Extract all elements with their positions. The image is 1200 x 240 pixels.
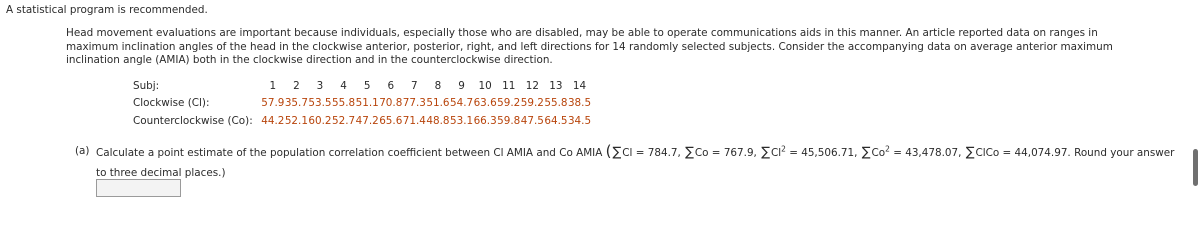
subject-cell: 7 — [411, 79, 418, 92]
subject-cell: 14 — [572, 79, 587, 92]
subject-cell: 10 — [478, 79, 492, 92]
clockwise-value: 55.8 — [544, 97, 568, 110]
clockwise-value: 63.6 — [473, 97, 497, 110]
clockwise-value: 54.7 — [449, 97, 474, 110]
counterclockwise-value: 53.1 — [449, 114, 474, 127]
counterclockwise-row — [133, 112, 591, 130]
open-paren: ( — [605, 142, 612, 160]
subject-cell: 11 — [502, 79, 516, 92]
subject-cell: 13 — [549, 79, 563, 92]
sum-cl: Cl = 784.7, — [622, 147, 681, 159]
counterclockwise-value: 48.8 — [426, 114, 450, 127]
subject-cell: 4 — [340, 79, 347, 92]
counterclockwise-row-label: Counterclockwise (Co): — [133, 114, 253, 127]
subject-row-label: Subj: — [133, 79, 160, 92]
clockwise-value: 38.5 — [567, 97, 592, 110]
counterclockwise-value: 66.3 — [473, 114, 497, 127]
question-tail: Round your answer to three decimal places.) — [96, 147, 1175, 179]
subject-cell: 6 — [387, 79, 395, 92]
sigma-icon: ∑ — [612, 145, 622, 160]
sum-cl-squared-base: Cl — [770, 147, 782, 159]
sigma-icon: ∑ — [965, 145, 975, 160]
subject-cell: 12 — [525, 79, 539, 92]
problem-paragraph: Head movement evaluations are important because individuals, especially those who are disabled, may be able to operate communications aids in this manner. An article reported data on ranges in maximum inclination angles of the head in the clockwise anterior, posterior, right, and left directions for 14 randomly selected subjects. Consider the accompanying data on average anterior maximum inclination angle (AMIA) both in the clockwise direction and in the counterclockwise direction. — [66, 27, 1113, 67]
sigma-icon: ∑ — [685, 145, 694, 160]
question-text — [96, 141, 1176, 183]
sum-cl-squared-exp: 2 — [781, 144, 786, 154]
counterclockwise-value: 52.1 — [284, 114, 308, 127]
clockwise-row-label: Clockwise (Cl): — [133, 97, 210, 110]
counterclockwise-value: 64.5 — [544, 114, 568, 127]
sum-cl-squared-value: = 45,506.71, — [789, 147, 858, 159]
data-table — [133, 77, 591, 130]
subject-cell: 1 — [269, 79, 277, 92]
sum-co-squared-value: = 43,478.07, — [893, 147, 962, 159]
sum-co-squared-base: Co — [871, 147, 886, 159]
clockwise-value: 51.6 — [426, 97, 450, 110]
counterclockwise-value: 60.2 — [308, 114, 332, 127]
clockwise-value: 59.2 — [497, 97, 521, 110]
clockwise-value: 77.3 — [402, 97, 426, 110]
counterclockwise-value: 71.4 — [402, 114, 426, 127]
sum-co-squared-exp: 2 — [885, 144, 890, 154]
intro-text: A statistical program is recommended. — [6, 4, 208, 16]
subject-cell: 3 — [316, 79, 324, 92]
clockwise-row — [133, 95, 591, 113]
clockwise-value: 51.1 — [355, 97, 379, 110]
clockwise-value: 57.9 — [261, 97, 285, 110]
counterclockwise-value: 52.7 — [332, 114, 356, 127]
sigma-icon: ∑ — [861, 145, 871, 160]
clockwise-value: 59.2 — [520, 97, 544, 110]
subject-cell: 2 — [293, 79, 300, 92]
sum-clco: ClCo = 44,074.97. — [975, 147, 1071, 159]
sum-co: Co = 767.9, — [694, 147, 757, 159]
counterclockwise-value: 47.5 — [520, 114, 544, 127]
scrollbar-thumb[interactable] — [1193, 149, 1198, 186]
clockwise-value: 53.5 — [308, 97, 332, 110]
subject-cell: 8 — [434, 79, 442, 92]
counterclockwise-value: 65.6 — [379, 114, 403, 127]
counterclockwise-value: 47.2 — [355, 114, 379, 127]
clockwise-value: 70.8 — [379, 97, 403, 110]
counterclockwise-value: 44.2 — [261, 114, 285, 127]
question-prompt: Calculate a point estimate of the population correlation coefficient between Cl AMIA and Co AMIA — [96, 147, 603, 159]
counterclockwise-value: 59.8 — [497, 114, 521, 127]
subject-cell: 5 — [363, 79, 371, 92]
clockwise-value: 35.7 — [284, 97, 308, 110]
subject-row — [133, 77, 591, 95]
counterclockwise-value: 34.5 — [567, 114, 592, 127]
clockwise-value: 55.8 — [332, 97, 356, 110]
sigma-icon: ∑ — [761, 145, 770, 160]
answer-input[interactable] — [96, 179, 181, 197]
question-part-label: (a) — [75, 145, 90, 157]
subject-cell: 9 — [458, 79, 465, 92]
